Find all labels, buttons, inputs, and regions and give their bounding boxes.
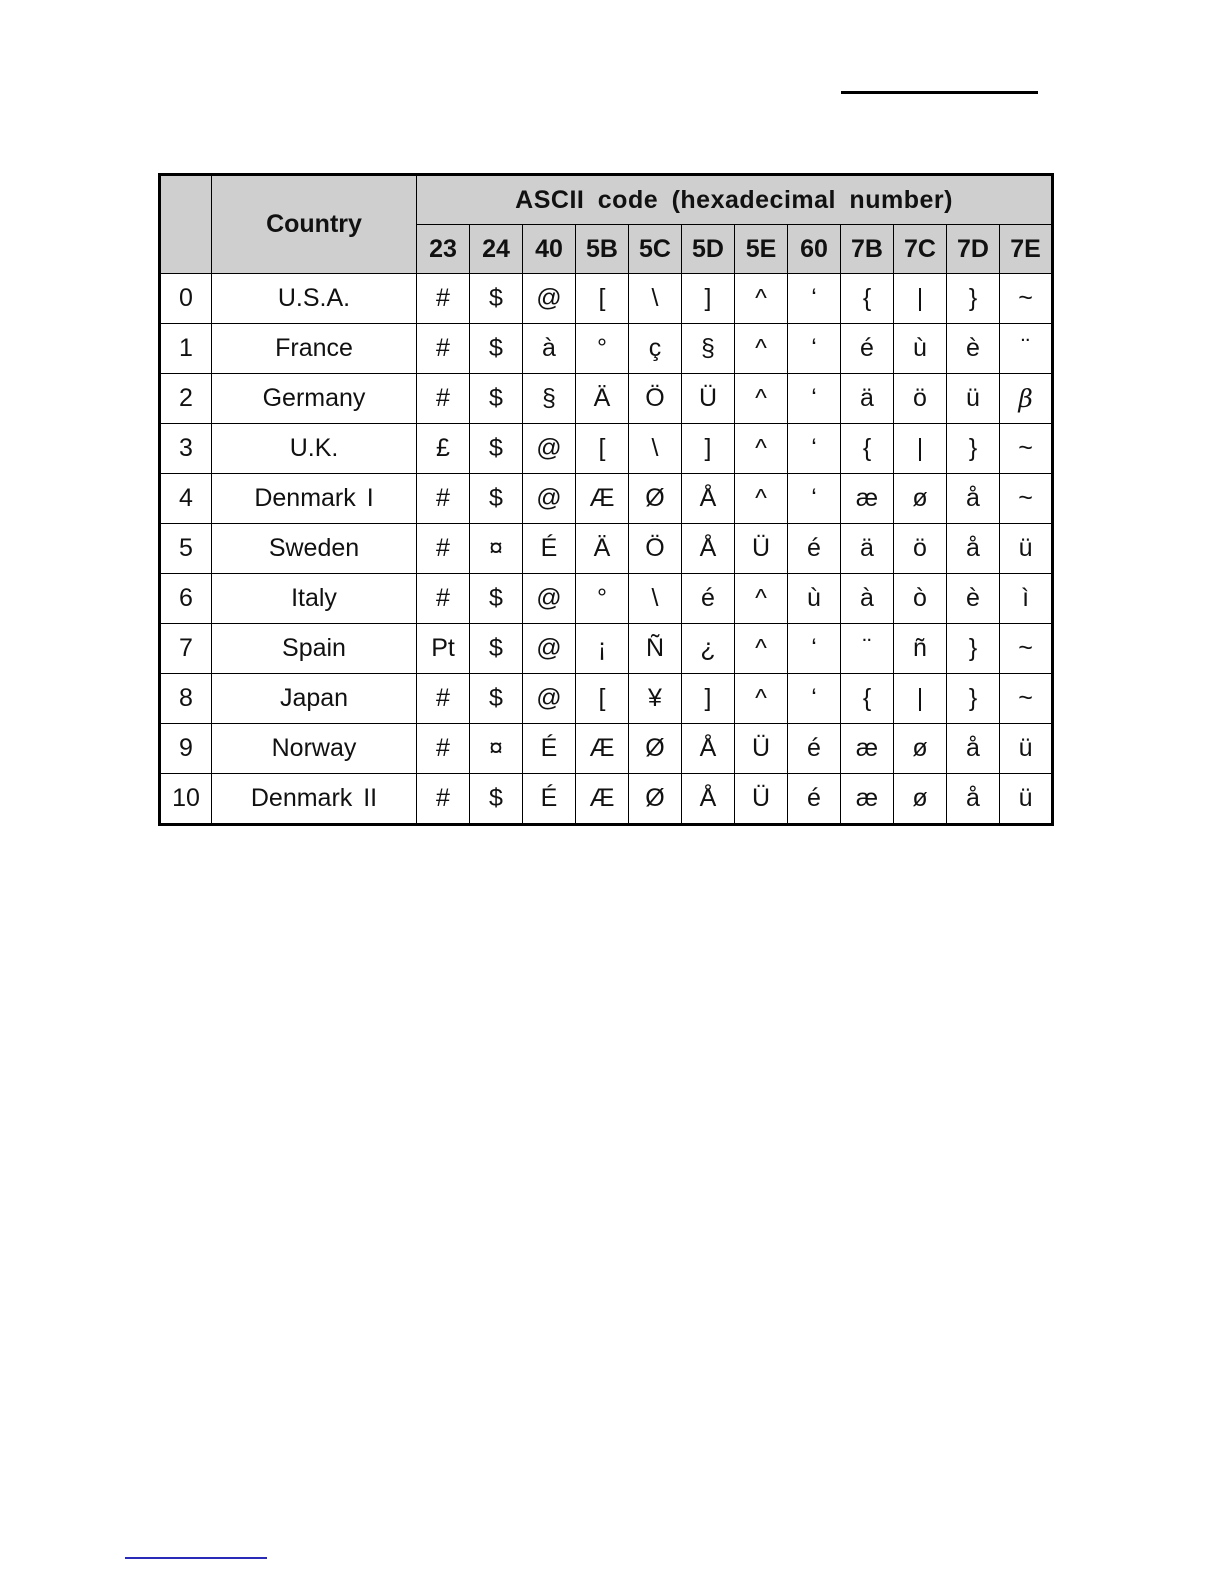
char-cell: § xyxy=(523,373,576,423)
char-cell: @ xyxy=(523,473,576,523)
char-cell: # xyxy=(417,773,470,824)
char-cell: ° xyxy=(576,573,629,623)
char-cell: Pt xyxy=(417,623,470,673)
char-cell: é xyxy=(788,723,841,773)
char-cell: Ñ xyxy=(629,623,682,673)
char-cell: å xyxy=(947,723,1000,773)
char-cell: Ä xyxy=(576,373,629,423)
char-cell: è xyxy=(947,323,1000,373)
char-cell: å xyxy=(947,523,1000,573)
table-row xyxy=(160,773,1053,824)
char-cell: } xyxy=(947,274,1000,324)
char-cell: Å xyxy=(682,523,735,573)
char-cell: é xyxy=(682,573,735,623)
char-cell: ~ xyxy=(1000,423,1053,473)
country-cell: Germany xyxy=(212,373,417,423)
row-index: 9 xyxy=(160,723,212,773)
char-cell: è xyxy=(947,573,1000,623)
char-cell: £ xyxy=(417,423,470,473)
char-cell: ^ xyxy=(735,274,788,324)
char-cell: Å xyxy=(682,473,735,523)
char-cell: ø xyxy=(894,773,947,824)
char-cell: ‘ xyxy=(788,373,841,423)
char-cell: [ xyxy=(576,423,629,473)
table-row xyxy=(160,473,1053,523)
row-index: 4 xyxy=(160,473,212,523)
char-cell: æ xyxy=(841,723,894,773)
char-cell: $ xyxy=(470,773,523,824)
code-header-5B: 5B xyxy=(576,225,629,274)
country-header: Country xyxy=(212,175,417,274)
char-cell: ¥ xyxy=(629,673,682,723)
char-cell: Ö xyxy=(629,523,682,573)
country-cell: Denmark II xyxy=(212,773,417,824)
country-cell: U.K. xyxy=(212,423,417,473)
char-cell: ¨ xyxy=(1000,323,1053,373)
char-cell: Æ xyxy=(576,773,629,824)
char-cell: ] xyxy=(682,423,735,473)
char-cell: ~ xyxy=(1000,473,1053,523)
table-row xyxy=(160,323,1053,373)
char-cell: Ü xyxy=(735,723,788,773)
char-cell: $ xyxy=(470,673,523,723)
char-cell: $ xyxy=(470,373,523,423)
char-cell: @ xyxy=(523,423,576,473)
code-header-23: 23 xyxy=(417,225,470,274)
code-header-40: 40 xyxy=(523,225,576,274)
char-cell: à xyxy=(841,573,894,623)
char-cell: { xyxy=(841,274,894,324)
table-row xyxy=(160,673,1053,723)
char-cell: } xyxy=(947,423,1000,473)
country-cell: U.S.A. xyxy=(212,274,417,324)
char-cell: ^ xyxy=(735,373,788,423)
char-cell: ¤ xyxy=(470,523,523,573)
char-cell: # xyxy=(417,373,470,423)
char-cell: ¡ xyxy=(576,623,629,673)
char-cell: \ xyxy=(629,573,682,623)
char-cell: ^ xyxy=(735,423,788,473)
char-cell: } xyxy=(947,673,1000,723)
country-cell: Denmark I xyxy=(212,473,417,523)
char-cell: ^ xyxy=(735,673,788,723)
country-cell: France xyxy=(212,323,417,373)
char-cell: Ö xyxy=(629,373,682,423)
char-cell: é xyxy=(788,523,841,573)
char-cell: å xyxy=(947,473,1000,523)
char-cell: # xyxy=(417,723,470,773)
code-header-7C: 7C xyxy=(894,225,947,274)
char-cell: ‘ xyxy=(788,673,841,723)
char-cell: Ü xyxy=(682,373,735,423)
char-cell: ö xyxy=(894,523,947,573)
table-row xyxy=(160,423,1053,473)
char-cell: ] xyxy=(682,274,735,324)
char-cell: @ xyxy=(523,573,576,623)
row-index: 3 xyxy=(160,423,212,473)
char-cell: ~ xyxy=(1000,623,1053,673)
table-row xyxy=(160,373,1053,423)
char-cell: ‘ xyxy=(788,423,841,473)
char-cell: # xyxy=(417,323,470,373)
char-cell: @ xyxy=(523,274,576,324)
char-cell: Ä xyxy=(576,523,629,573)
char-cell: é xyxy=(788,773,841,824)
table-row xyxy=(160,274,1053,324)
char-cell: @ xyxy=(523,673,576,723)
char-cell: ü xyxy=(1000,773,1053,824)
row-index: 6 xyxy=(160,573,212,623)
index-header xyxy=(160,175,212,274)
char-cell: ü xyxy=(1000,723,1053,773)
code-header-7B: 7B xyxy=(841,225,894,274)
char-cell: # xyxy=(417,473,470,523)
char-cell: [ xyxy=(576,673,629,723)
char-cell: # xyxy=(417,274,470,324)
char-cell: ^ xyxy=(735,573,788,623)
char-cell: @ xyxy=(523,623,576,673)
code-header-5E: 5E xyxy=(735,225,788,274)
char-cell: { xyxy=(841,423,894,473)
char-cell: ] xyxy=(682,673,735,723)
char-cell: é xyxy=(841,323,894,373)
char-cell: ¨ xyxy=(841,623,894,673)
char-cell: Ü xyxy=(735,523,788,573)
row-index: 7 xyxy=(160,623,212,673)
char-cell: # xyxy=(417,573,470,623)
char-cell: É xyxy=(523,773,576,824)
char-cell: [ xyxy=(576,274,629,324)
row-index: 0 xyxy=(160,274,212,324)
char-cell: § xyxy=(682,323,735,373)
char-cell: | xyxy=(894,274,947,324)
char-cell: | xyxy=(894,673,947,723)
char-cell: ø xyxy=(894,473,947,523)
char-cell: ä xyxy=(841,523,894,573)
char-cell: { xyxy=(841,673,894,723)
char-cell: ç xyxy=(629,323,682,373)
char-cell: # xyxy=(417,523,470,573)
char-cell: ñ xyxy=(894,623,947,673)
char-cell: ü xyxy=(947,373,1000,423)
char-cell: | xyxy=(894,423,947,473)
table-row xyxy=(160,623,1053,673)
char-cell: ‘ xyxy=(788,473,841,523)
char-cell: Å xyxy=(682,723,735,773)
international-charset-table xyxy=(158,173,1054,826)
char-cell: ù xyxy=(894,323,947,373)
char-cell: ~ xyxy=(1000,673,1053,723)
char-cell: ‘ xyxy=(788,623,841,673)
char-cell: $ xyxy=(470,423,523,473)
footer-link-rule xyxy=(125,1557,267,1559)
code-header-7D: 7D xyxy=(947,225,1000,274)
country-cell: Japan xyxy=(212,673,417,723)
code-header-24: 24 xyxy=(470,225,523,274)
char-cell: æ xyxy=(841,773,894,824)
char-cell: ^ xyxy=(735,473,788,523)
char-cell: É xyxy=(523,523,576,573)
char-cell: å xyxy=(947,773,1000,824)
row-index: 8 xyxy=(160,673,212,723)
row-index: 1 xyxy=(160,323,212,373)
char-cell: æ xyxy=(841,473,894,523)
country-cell: Norway xyxy=(212,723,417,773)
char-cell: É xyxy=(523,723,576,773)
char-cell: \ xyxy=(629,274,682,324)
char-cell: # xyxy=(417,673,470,723)
char-cell: ^ xyxy=(735,623,788,673)
row-index: 5 xyxy=(160,523,212,573)
code-header-7E: 7E xyxy=(1000,225,1053,274)
char-cell: $ xyxy=(470,274,523,324)
char-cell: Ø xyxy=(629,473,682,523)
char-cell: ~ xyxy=(1000,274,1053,324)
ascii-code-header: ASCII code (hexadecimal number) xyxy=(417,175,1053,225)
country-cell: Italy xyxy=(212,573,417,623)
char-cell: Ü xyxy=(735,773,788,824)
code-header-5D: 5D xyxy=(682,225,735,274)
code-header-5C: 5C xyxy=(629,225,682,274)
char-cell: ‘ xyxy=(788,274,841,324)
char-cell: \ xyxy=(629,423,682,473)
top-rule xyxy=(841,91,1038,94)
char-cell: ° xyxy=(576,323,629,373)
char-cell: ò xyxy=(894,573,947,623)
char-cell: ^ xyxy=(735,323,788,373)
char-cell: ¿ xyxy=(682,623,735,673)
char-cell: Ø xyxy=(629,773,682,824)
char-cell: $ xyxy=(470,573,523,623)
char-cell: ø xyxy=(894,723,947,773)
char-cell: $ xyxy=(470,323,523,373)
char-cell: ì xyxy=(1000,573,1053,623)
country-cell: Sweden xyxy=(212,523,417,573)
char-cell: Æ xyxy=(576,473,629,523)
char-cell: $ xyxy=(470,623,523,673)
char-cell: ¤ xyxy=(470,723,523,773)
table-row xyxy=(160,573,1053,623)
char-cell: ‘ xyxy=(788,323,841,373)
table-row xyxy=(160,523,1053,573)
char-cell: $ xyxy=(470,473,523,523)
char-cell: Æ xyxy=(576,723,629,773)
char-cell: Ø xyxy=(629,723,682,773)
char-cell: } xyxy=(947,623,1000,673)
char-cell: ù xyxy=(788,573,841,623)
char-cell: à xyxy=(523,323,576,373)
country-cell: Spain xyxy=(212,623,417,673)
char-cell: ä xyxy=(841,373,894,423)
table-row xyxy=(160,723,1053,773)
code-header-60: 60 xyxy=(788,225,841,274)
char-cell: ü xyxy=(1000,523,1053,573)
char-cell: ö xyxy=(894,373,947,423)
row-index: 10 xyxy=(160,773,212,824)
char-cell: Å xyxy=(682,773,735,824)
char-cell: β xyxy=(1000,373,1053,423)
row-index: 2 xyxy=(160,373,212,423)
